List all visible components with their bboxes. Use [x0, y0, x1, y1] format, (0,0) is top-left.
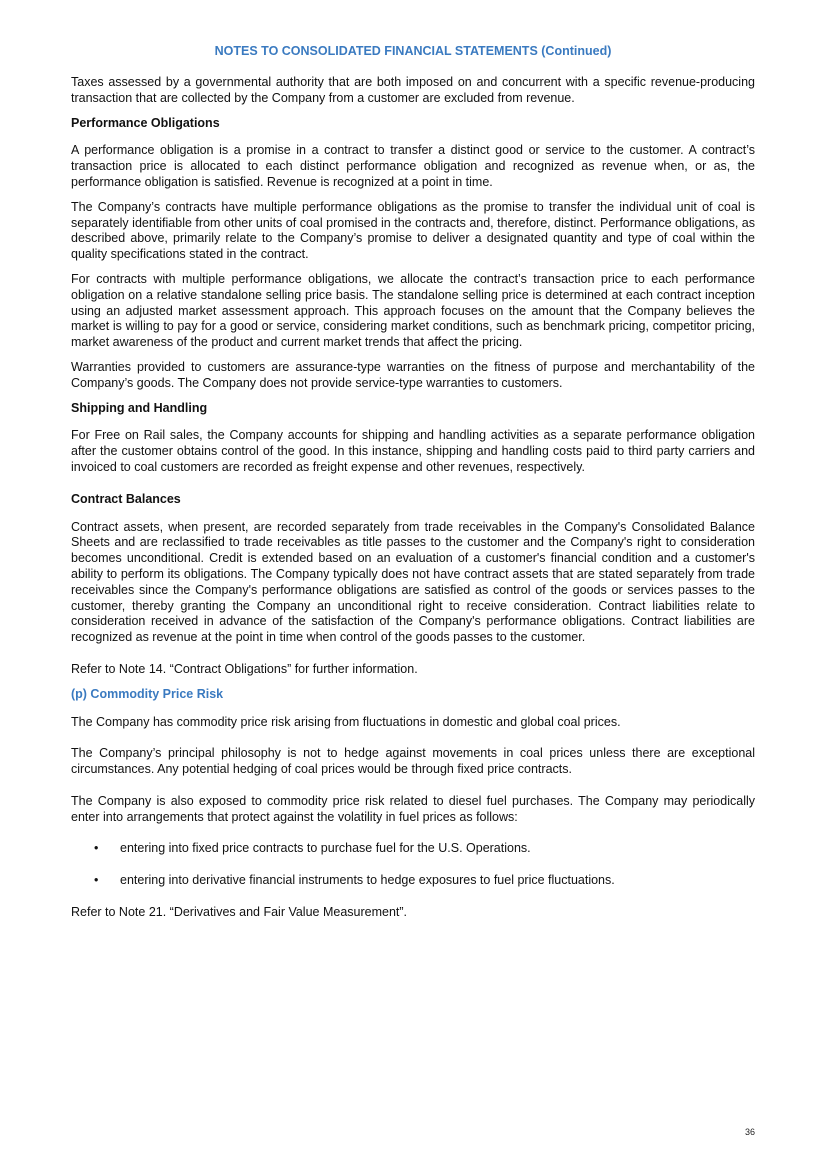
bullet-icon: • — [94, 841, 99, 856]
page-number: 36 — [745, 1127, 756, 1137]
performance-paragraph-1: A performance obligation is a promise in a contract to transfer a distinct good or service to the customer. A contract’s transaction price is allocated to each distinct performance obligation and recognized as revenue when, or as, the performance obligation is satisfied. Revenue is recognized at a point in time. — [71, 143, 755, 189]
list-item — [71, 841, 755, 857]
commodity-price-risk-heading: (p) Commodity Price Risk — [71, 686, 224, 701]
document-body — [71, 75, 755, 930]
fuel-arrangements-list — [71, 841, 755, 889]
contract-reference: Refer to Note 14. “Contract Obligations” for further information. — [71, 661, 418, 676]
shipping-paragraph-1: For Free on Rail sales, the Company accounts for shipping and handling activities as a separate performance obligation after the customer obtains control of the good. In this instance, shipping and handling costs paid to third party carriers and invoiced to coal customers are recorded as freight expense and other revenues, respectively. — [71, 428, 755, 474]
contract-balances-heading: Contract Balances — [71, 491, 181, 506]
performance-paragraph-2: The Company’s contracts have multiple performance obligations as the promise to transfer the individual unit of coal is separately identifiable from other units of coal promised in the contracts and, therefore, distinct. Performance obligations, as described above, primarily relate to the Company’s promise to deliver a designated quantity and type of coal within the quality specifications stated in the contract. — [71, 199, 755, 262]
commodity-paragraph-3: The Company is also exposed to commodity price risk related to diesel fuel purchases. The Company may periodically enter into arrangements that protect against the volatility in fuel prices as follows: — [71, 793, 755, 824]
intro-paragraph: Taxes assessed by a governmental authority that are both imposed on and concurrent with a specific revenue-producing transaction that are collected by the Company from a customer are excluded from revenue. — [71, 75, 755, 105]
list-item — [71, 873, 755, 889]
performance-obligations-heading: Performance Obligations — [71, 115, 220, 130]
derivatives-reference: Refer to Note 21. “Derivatives and Fair Value Measurement”. — [71, 905, 408, 920]
bullet-icon: • — [94, 873, 99, 888]
commodity-paragraph-1: The Company has commodity price risk arising from fluctuations in domestic and global coal prices. — [71, 714, 621, 729]
list-item-text: entering into fixed price contracts to purchase fuel for the U.S. Operations. — [120, 841, 531, 856]
page-header: NOTES TO CONSOLIDATED FINANCIAL STATEMENTS (Continued) — [214, 44, 612, 58]
list-item-text: entering into derivative financial instruments to hedge exposures to fuel price fluctuations. — [120, 873, 615, 888]
performance-paragraph-3: For contracts with multiple performance obligations, we allocate the contract’s transaction price to each performance obligation on a relative standalone selling price basis. The standalone selling price is determined at each contract inception using an adjusted market assessment approach. This approach focuses on the amount that the Company believes the market is willing to pay for a good or service, considering market conditions, such as benchmark pricing, competitor pricing, market awareness of the product and current market trends that affect the pricing. — [71, 271, 755, 350]
commodity-paragraph-2: The Company’s principal philosophy is not to hedge against movements in coal prices unless there are exceptional circumstances. Any potential hedging of coal prices would be through fixed price contracts. — [71, 746, 755, 777]
shipping-handling-heading: Shipping and Handling — [71, 400, 208, 415]
contract-paragraph-1: Contract assets, when present, are recorded separately from trade receivables in the Company's Consolidated Balance Sheets and are reclassified to trade receivables as title passes to the customer and the Company's right to consideration becomes unconditional. Credit is extended based on an evaluation of a customer's financial condition and a customer's ability to perform its obligations. The Company typically does not have contract assets that are stated separately from trade receivables since the Company's performance obligations are satisfied as control of the goods or services passes to the customer, thereby granting the Company an unconditional right to receive consideration. Contract liabilities relate to consideration received in advance of the satisfaction of the Company's performance obligations. Contract liabilities are recognized as revenue at the point in time when control of the goods passes to the customer. — [71, 519, 755, 645]
performance-paragraph-4: Warranties provided to customers are assurance-type warranties on the fitness of purpose and merchantability of the Company’s goods. The Company does not provide service-type warranties to customers. — [71, 359, 755, 390]
